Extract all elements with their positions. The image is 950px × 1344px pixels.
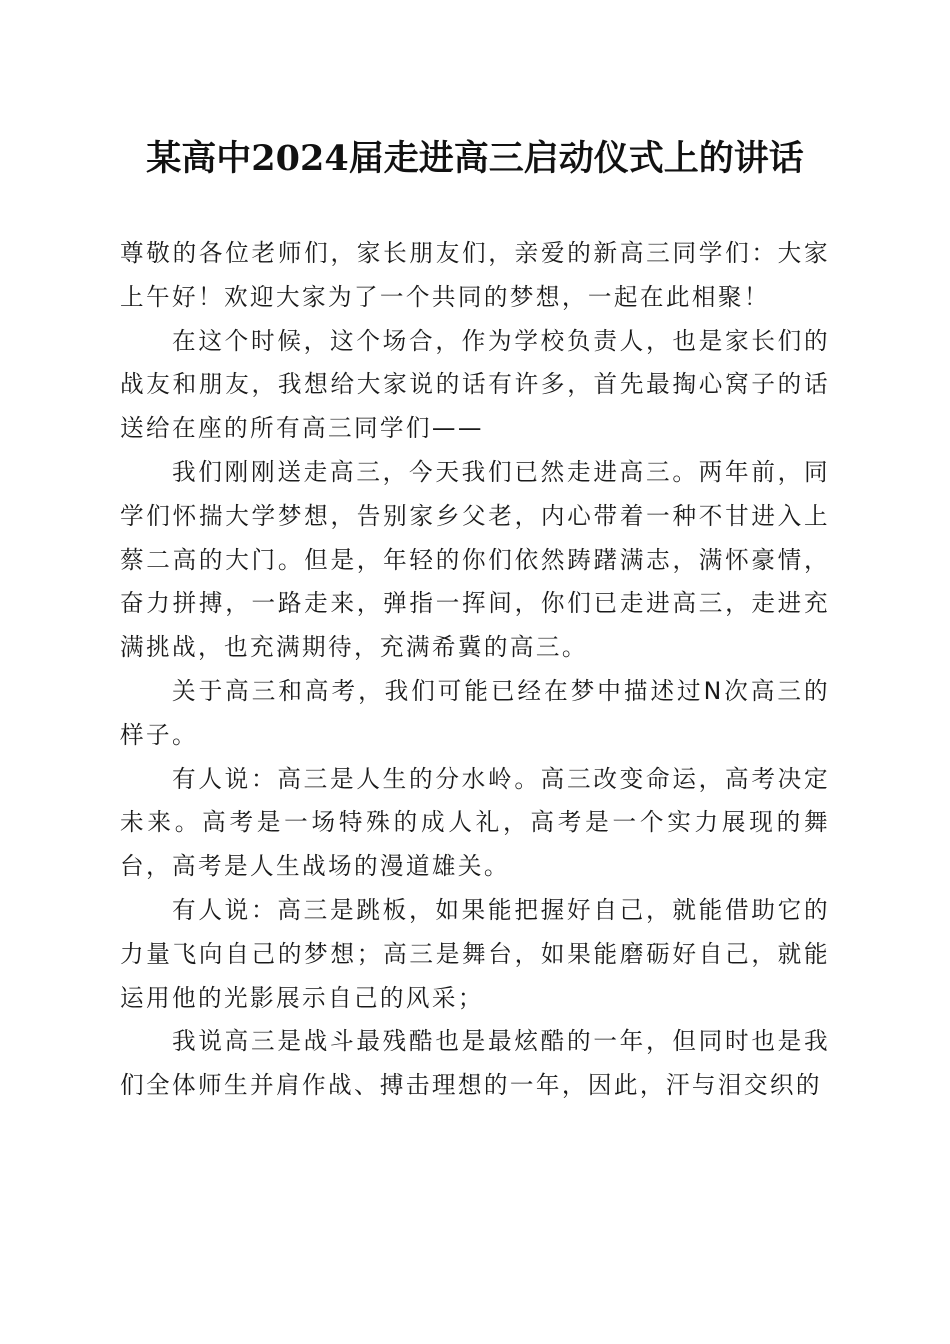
paragraph: 在这个时候，这个场合，作为学校负责人，也是家长们的战友和朋友，我想给大家说的话有许多，首先最掏心窝子的话送给在座的所有高三同学们—— — [120, 326, 830, 443]
paragraph-greeting: 尊敬的各位老师们，家长朋友们，亲爱的新高三同学们：大家上午好！欢迎大家为了一个共同的梦想，一起在此相聚！ — [120, 239, 830, 311]
paragraph: 我说高三是战斗最残酷也是最炫酷的一年，但同时也是我们全体师生并肩作战、搏击理想的一年，因此，汗与泪交织的 — [120, 1027, 830, 1100]
paragraph: 我们刚刚送走高三，今天我们已然走进高三。两年前，同学们怀揣大学梦想，告别家乡父老，内心带着一种不甘进入上蔡二高的大门。但是，年轻的你们依然踌躇满志，满怀豪情，奋力拼搏，一路走来，弹指一挥间，你们已走进高三，走进充满挑战，也充满期待，充满希冀的高三。 — [120, 457, 830, 662]
document-body — [120, 232, 830, 1108]
paragraph: 有人说：高三是跳板，如果能把握好自己，就能借助它的力量飞向自己的梦想；高三是舞台，如果能磨砺好自己，就能运用他的光影展示自己的风采； — [120, 895, 830, 1012]
paragraph: 有人说：高三是人生的分水岭。高三改变命运，高考决定未来。高考是一场特殊的成人礼，高考是一个实力展现的舞台，高考是人生战场的漫道雄关。 — [120, 764, 830, 881]
paragraph: 关于高三和高考，我们可能已经在梦中描述过N次高三的样子。 — [120, 676, 830, 749]
document-title: 某高中2024届走进高三启动仪式上的讲话 — [146, 138, 804, 179]
